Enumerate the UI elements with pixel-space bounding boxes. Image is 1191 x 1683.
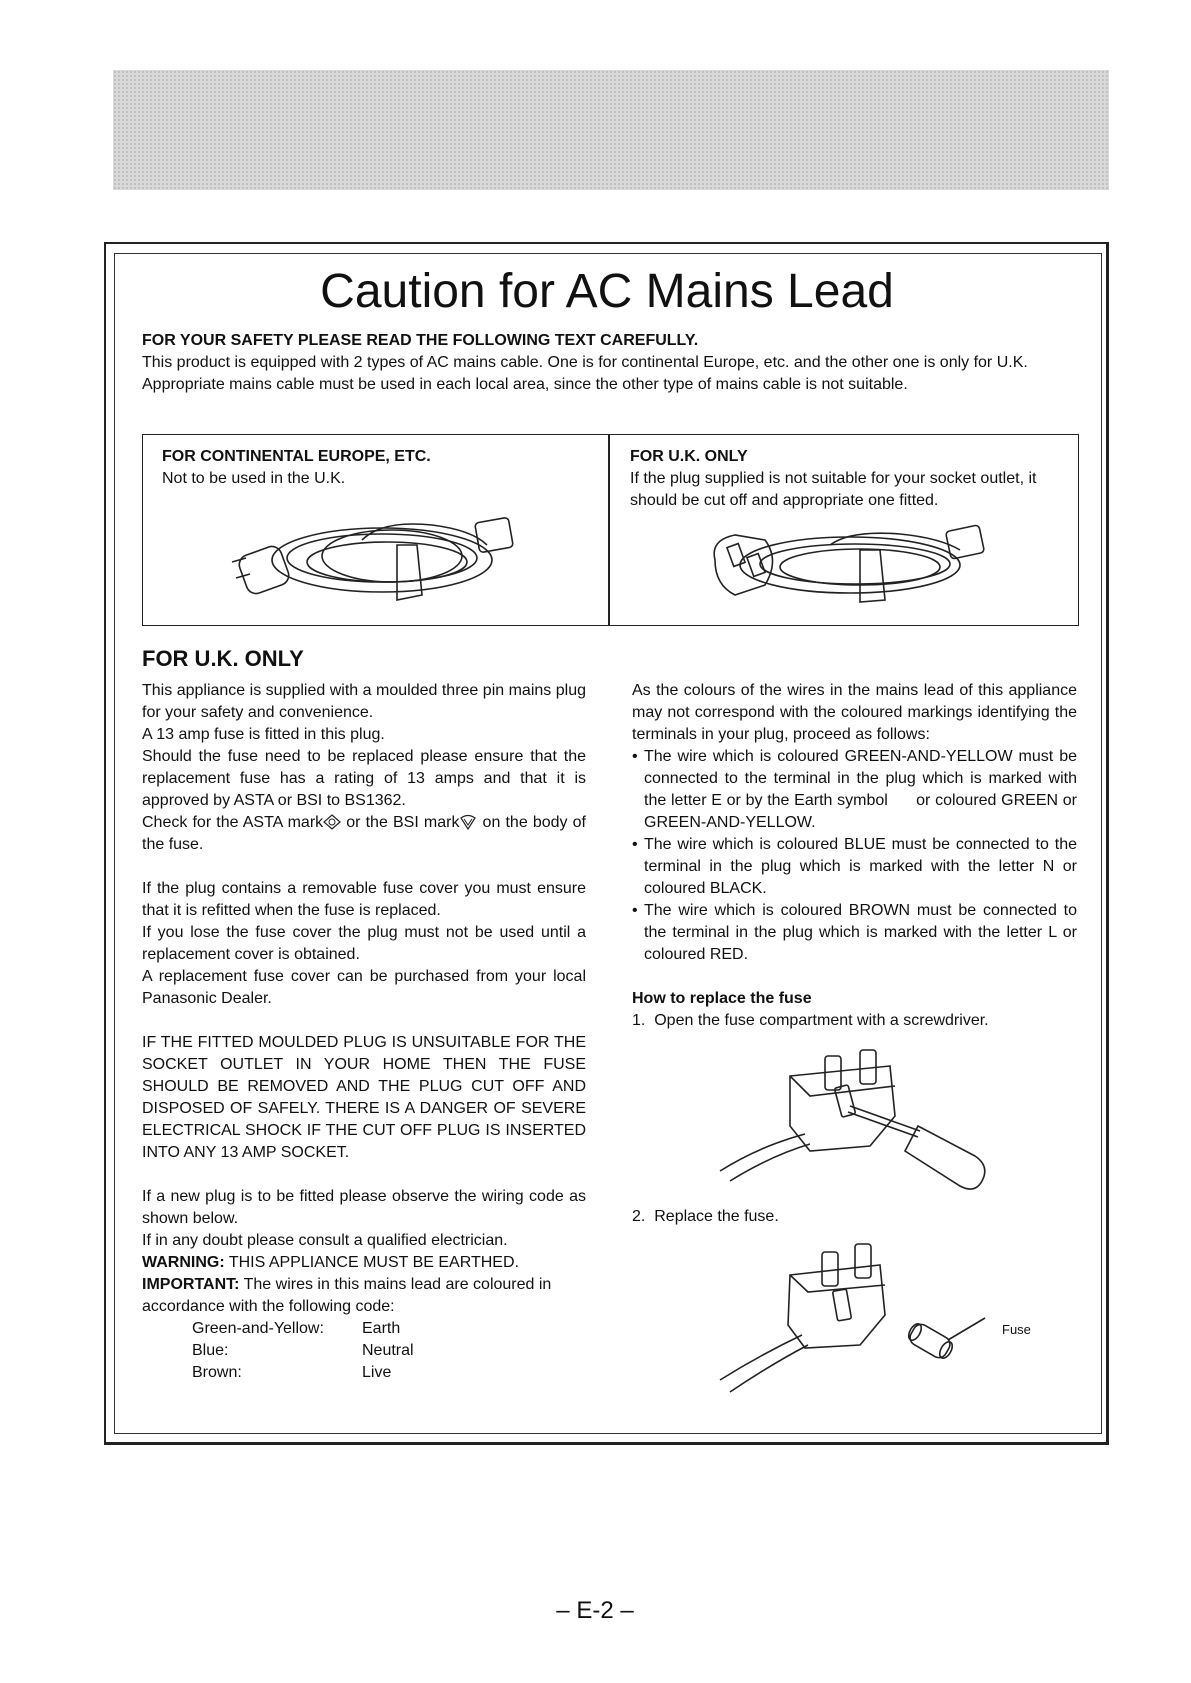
intro-line-1: This product is equipped with 2 types of AC mains cable. One is for continental Europe, etc. and the other one is only for U.K.	[142, 354, 1028, 371]
uk-section-title: FOR U.K. ONLY	[142, 646, 304, 671]
code-wire: Brown:	[192, 1364, 242, 1381]
europe-box	[162, 446, 582, 490]
replace-fuse-illustration	[720, 1250, 1020, 1395]
important-label: IMPORTANT:	[142, 1276, 240, 1293]
left-p3: Should the fuse need to be replaced please ensure that the replacement fuse has a rating of 13 amps and that it is approved by ASTA or BSI to BS1362.	[142, 748, 586, 809]
box-divider	[608, 435, 610, 625]
warning-label: WARNING:	[142, 1254, 225, 1271]
europe-cable-illustration	[232, 500, 532, 610]
asta-text: Check for the ASTA mark	[142, 814, 324, 831]
bullet-blue: • The wire which is coloured BLUE must be connected to the terminal in the plug which is marked with the letter N or coloured BLACK.	[632, 834, 1077, 900]
uk-cable-illustration	[710, 520, 1000, 610]
code-row-live	[142, 1362, 586, 1384]
left-p9: If in any doubt please consult a qualified electrician.	[142, 1232, 508, 1249]
intro	[142, 330, 1077, 396]
page-number: – E-2 –	[556, 1597, 634, 1624]
bullet-brown: • The wire which is coloured BROWN must be connected to the terminal in the plug which is marked with the letter L or coloured RED.	[632, 900, 1077, 966]
howto-heading: How to replace the fuse	[632, 990, 812, 1007]
step-1: 1. Open the fuse compartment with a screwdriver.	[632, 1012, 989, 1029]
code-wire: Green-and-Yellow:	[192, 1320, 324, 1337]
bullet-text: The wire which is coloured GREEN-AND-YELLOW must be connected to the terminal in the plug which is marked with the letter E or by the Earth symbol or coloured GREEN or GREEN-AND-YELLOW.	[644, 748, 1077, 831]
code-meaning: Live	[362, 1364, 392, 1381]
left-p5: If the plug contains a removable fuse cover you must ensure that it is refitted when the fuse is replaced.	[142, 880, 586, 919]
bsi-text: or the BSI mark	[341, 814, 460, 831]
bullet-text: The wire which is coloured BROWN must be connected to the terminal in the plug which is marked with the letter L or coloured RED.	[644, 902, 1077, 963]
bullet-green-yellow: • The wire which is coloured GREEN-AND-YELLOW must be connected to the terminal in the plug which is marked with the letter E or by the Earth symbol or coloured GREEN or GREEN-AND-YELLOW.	[632, 746, 1077, 834]
bullet-text: The wire which is coloured BLUE must be connected to the terminal in the plug which is marked with the letter N or coloured BLACK.	[644, 836, 1077, 897]
fuse-label: Fuse	[1002, 1322, 1031, 1337]
code-row-earth	[142, 1318, 586, 1340]
left-p7: A replacement fuse cover can be purchased from your local Panasonic Dealer.	[142, 968, 586, 1007]
warning-text: THIS APPLIANCE MUST BE EARTHED.	[224, 1254, 519, 1271]
left-p4	[142, 812, 586, 856]
code-meaning: Neutral	[362, 1342, 414, 1359]
header-band	[113, 70, 1109, 190]
left-p8: If a new plug is to be fitted please observe the wiring code as shown below.	[142, 1188, 586, 1227]
left-caps-warning: IF THE FITTED MOULDED PLUG IS UNSUITABLE FOR THE SOCKET OUTLET IN YOUR HOME THEN THE FUSE SHOULD BE REMOVED AND THE PLUG CUT OFF AND DISPOSED OF SAFELY. THERE IS A DANGER OF SEVERE ELECTRICAL SHOCK IF THE CUT OFF PLUG IS INSERTED INTO ANY 13 AMP SOCKET.	[142, 1034, 586, 1161]
left-p2: A 13 amp fuse is fitted in this plug.	[142, 726, 385, 743]
uk-left-column	[142, 680, 586, 1384]
step-2: 2. Replace the fuse.	[632, 1208, 779, 1225]
intro-heading: FOR YOUR SAFETY PLEASE READ THE FOLLOWING TEXT CAREFULLY.	[142, 332, 699, 349]
uk-right-column	[632, 680, 1077, 1032]
important-text: The wires in this mains lead are coloured in accordance with the following code:	[142, 1276, 552, 1315]
intro-line-2: Appropriate mains cable must be used in each local area, since the other type of mains cable is not suitable.	[142, 376, 908, 393]
uk-box	[630, 446, 1070, 512]
left-p6: If you lose the fuse cover the plug must not be used until a replacement cover is obtained.	[142, 924, 586, 963]
europe-heading: FOR CONTINENTAL EUROPE, ETC.	[162, 448, 431, 465]
fuse-body-text: on the body of the fuse.	[142, 814, 586, 853]
warning-line	[142, 1252, 586, 1274]
bsi-kitemark-icon	[459, 814, 477, 830]
uk-box-heading: FOR U.K. ONLY	[630, 448, 748, 465]
uk-box-text: If the plug supplied is not suitable for your socket outlet, it should be cut off and appropriate one fitted.	[630, 470, 1037, 509]
page-title: Caution for AC Mains Lead	[320, 265, 894, 318]
left-p1: This appliance is supplied with a moulded three pin mains plug for your safety and convenience.	[142, 682, 586, 721]
code-row-neutral	[142, 1340, 586, 1362]
asta-mark-icon	[323, 814, 341, 830]
code-meaning: Earth	[362, 1320, 401, 1337]
important-line	[142, 1274, 586, 1318]
code-wire: Blue:	[192, 1342, 229, 1359]
europe-text: Not to be used in the U.K.	[162, 470, 346, 487]
right-p1: As the colours of the wires in the mains lead of this appliance may not correspond with the coloured markings identifying the terminals in your plug, proceed as follows:	[632, 682, 1077, 743]
screwdriver-plug-illustration	[720, 1056, 1020, 1196]
